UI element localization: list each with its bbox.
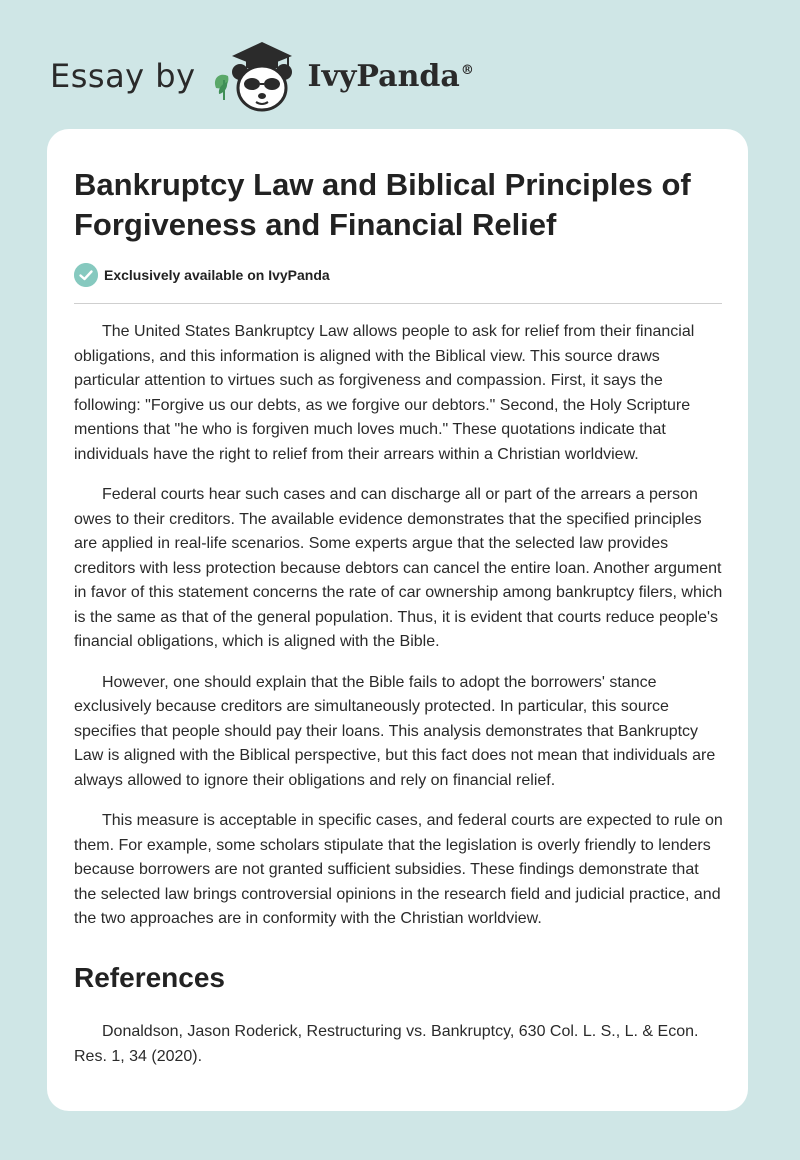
body-paragraph: This measure is acceptable in specific cases, and federal courts are expected to rule on them. For example, some scholars stipulate that the legislation is overly friendly to lenders because borrowers are not granted sufficient subsidies. These findings demonstrate that the selected law brings controversial opinions in the research field and judicial practice, and the two approaches are in conformity with the Christian worldview.: [74, 812, 723, 927]
essay-card: [47, 129, 748, 1111]
brand-name: IvyPanda®: [307, 58, 474, 94]
essay-body: [74, 320, 724, 948]
panda-graduate-logo-icon: [210, 38, 302, 114]
essay-title: Bankruptcy Law and Biblical Principles of Forgiveness and Financial Relief: [74, 167, 691, 242]
references-heading: References: [74, 962, 225, 993]
brand-header: [50, 36, 474, 116]
registered-mark: ®: [460, 62, 474, 78]
reference-entry: Donaldson, Jason Roderick, Restructuring vs. Bankruptcy, 630 Col. L. S., L. & Econ. Res. 1, 34 (2020).: [74, 1023, 699, 1065]
exclusive-badge: [74, 263, 330, 287]
check-circle-icon: [74, 263, 98, 287]
exclusive-badge-label: Exclusively available on IvyPanda: [104, 267, 330, 283]
body-paragraph: However, one should explain that the Bible fails to adopt the borrowers' stance exclusively because creditors are simultaneously protected. In particular, this source specifies that people should pay their loans. This analysis demonstrates that Bankruptcy Law is aligned with the Biblical perspective, but this fact does not mean that individuals are always allowed to ignore their obligations and rely on financial relief.: [74, 673, 716, 789]
body-paragraph: Federal courts hear such cases and can discharge all or part of the arrears a person owes to their creditors. The available evidence demonstrates that the specified principles are applied in real-life scenarios. Some experts argue that the selected law provides creditors with less protection because debtors can cancel the entire loan. Another argument in favor of this statement concerns the rate of car ownership among bankruptcy filers, which is the same as that of the general population. Thus, it is evident that courts reduce people's financial obligations, which is aligned with the Bible.: [74, 486, 723, 650]
essay-by-label: Essay by: [50, 57, 196, 95]
body-paragraph: The United States Bankruptcy Law allows people to ask for relief from their financial obligations, and this information is aligned with the Biblical view. This source draws particular attention to virtues such as forgiveness and compassion. First, it says the following: "Forgive us our debts, as we forgive our debtors." Second, the Holy Scripture mentions that "he who is forgiven much loves much." These quotations indicate that individuals have the right to relief from their arrears within a Christian worldview.: [74, 323, 695, 463]
header-divider: [74, 303, 722, 304]
